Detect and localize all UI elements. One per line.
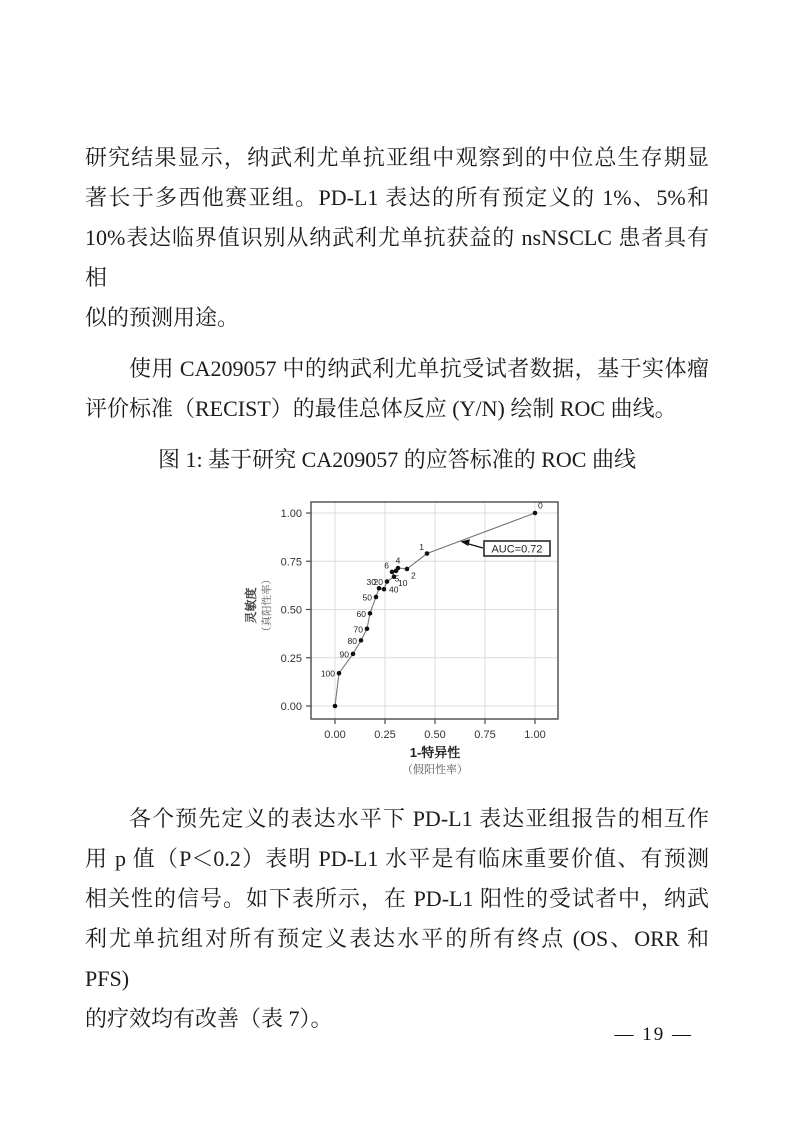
y-tick-label: 0.25 xyxy=(280,652,302,665)
y-tick-label: 0.00 xyxy=(280,701,302,713)
text-line: 利尤单抗组对所有预定义表达水平的所有终点 (OS、ORR 和 PFS) xyxy=(85,926,709,991)
text-line: 著长于多西他赛亚组。PD-L1 表达的所有预定义的 1%、5%和 xyxy=(85,185,709,210)
roc-point-label: 4 xyxy=(395,555,401,566)
x-axis-subtitle: （假阳性率） xyxy=(402,764,468,776)
roc-point xyxy=(396,566,401,571)
roc-point xyxy=(365,627,370,632)
text-line: 研究结果显示，纳武利尤单抗亚组中观察到的中位总生存期显 xyxy=(85,145,709,170)
roc-point xyxy=(351,652,356,657)
roc-point xyxy=(374,595,379,600)
text-line: 的疗效均有改善（表 7）。 xyxy=(85,1006,333,1031)
roc-point xyxy=(333,704,338,709)
roc-point xyxy=(425,551,430,556)
page-number: — 19 — xyxy=(614,1024,693,1045)
x-tick-label: 0.50 xyxy=(424,729,446,741)
roc-point-label: 60 xyxy=(356,608,366,619)
text-line: 用 p 值（P＜0.2）表明 PD-L1 水平是有临床重要价值、有预测 xyxy=(85,846,709,871)
roc-point xyxy=(359,638,364,643)
y-axis-title: 灵敏度 xyxy=(244,587,258,624)
roc-point-label: 100 xyxy=(320,668,335,679)
roc-point-label: 70 xyxy=(353,624,363,635)
text-line: 相关性的信号。如下表所示，在 PD-L1 阳性的受试者中，纳武 xyxy=(85,886,709,911)
text-line: 使用 CA209057 中的纳武利尤单抗受试者数据，基于实体瘤 xyxy=(129,356,709,381)
x-tick-label: 0.75 xyxy=(474,729,496,741)
text-line: 评价标准（RECIST）的最佳总体反应 (Y/N) 绘制 ROC 曲线。 xyxy=(85,396,677,421)
y-tick-label: 0.75 xyxy=(280,556,302,569)
x-tick-label: 1.00 xyxy=(524,729,546,741)
figure-caption: 图 1: 基于研究 CA209057 的应答标准的 ROC 曲线 xyxy=(158,447,636,472)
y-tick-label: 1.00 xyxy=(280,508,302,520)
text-line: 10%表达临界值识别从纳武利尤单抗获益的 nsNSCLC 患者具有相 xyxy=(85,225,709,290)
roc-point-label: 6 xyxy=(384,560,389,571)
paragraph xyxy=(85,799,709,1039)
roc-point-label: 80 xyxy=(347,635,357,646)
roc-point xyxy=(390,570,395,575)
roc-point-label: 50 xyxy=(362,592,372,603)
roc-point-label: 1 xyxy=(419,542,424,553)
x-tick-label: 0.00 xyxy=(324,729,346,741)
roc-point-label: 40 xyxy=(389,584,399,595)
roc-point xyxy=(533,511,538,516)
roc-chart xyxy=(243,492,588,784)
roc-point-label: 0 xyxy=(538,500,543,511)
text-line: 各个预先定义的表达水平下 PD-L1 表达亚组报告的相互作 xyxy=(129,806,709,831)
page-content xyxy=(85,138,709,1050)
roc-point xyxy=(385,579,390,584)
roc-point xyxy=(368,611,373,616)
roc-point xyxy=(405,567,410,572)
auc-arrow-line xyxy=(467,544,483,549)
roc-point-label: 20 xyxy=(373,577,383,588)
roc-point xyxy=(337,671,342,676)
paragraph xyxy=(85,349,709,429)
roc-point-label: 30 xyxy=(366,576,376,587)
body-text-top xyxy=(85,138,709,429)
roc-point-label: 10 xyxy=(398,578,408,589)
roc-point-label: 2 xyxy=(411,570,416,581)
text-line: 似的预测用途。 xyxy=(85,305,240,330)
x-axis-title: 1-特异性 xyxy=(409,745,461,760)
y-axis-subtitle: （真阳性率） xyxy=(261,574,273,637)
roc-point-label: 90 xyxy=(339,649,349,660)
roc-figure xyxy=(243,492,588,789)
y-tick-label: 0.50 xyxy=(280,604,302,617)
roc-point-label: 5 xyxy=(394,573,400,584)
paragraph xyxy=(85,138,709,338)
body-text-bottom xyxy=(85,799,709,1039)
x-tick-label: 0.25 xyxy=(374,729,396,741)
roc-point xyxy=(382,587,387,592)
auc-annotation-text: AUC=0.72 xyxy=(491,543,543,556)
